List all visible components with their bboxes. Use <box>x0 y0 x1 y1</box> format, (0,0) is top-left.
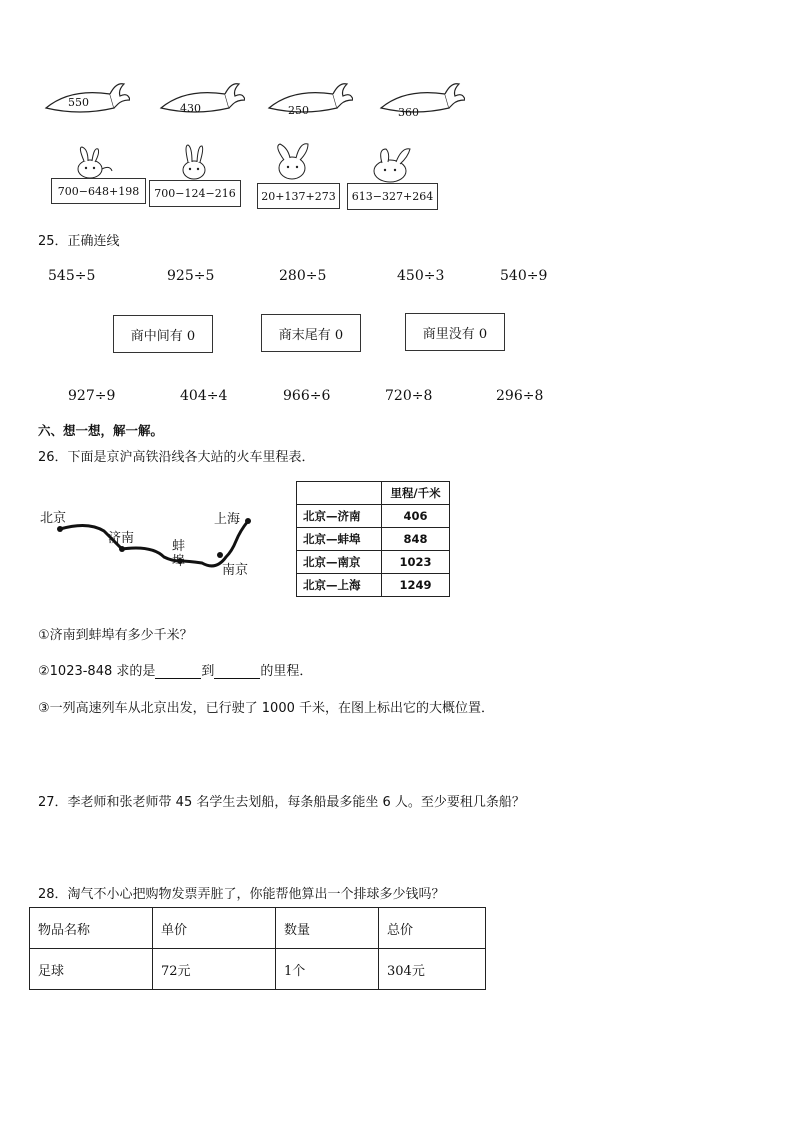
division-expression[interactable]: 966÷6 <box>283 388 331 404</box>
carrot-icon <box>155 78 245 123</box>
carrot-value: 250 <box>288 104 309 117</box>
section-heading: 六、想一想，解一解。 <box>38 423 164 438</box>
table-header-row <box>30 908 486 949</box>
table-header-row <box>297 482 450 505</box>
question-28-title: 28．淘气不小心把购物发票弄脏了，你能帮他算出一个排球多少钱吗？ <box>38 887 445 902</box>
map-label-beijing: 北京 <box>40 511 67 526</box>
question-26-part-3: ③一列高速列车从北京出发，已行驶了 1000 千米，在图上标出它的大概位置． <box>38 701 495 716</box>
question-26-part-2: ②1023-848 求的是 到 的里程． <box>38 664 313 679</box>
table-header: 里程/千米 <box>382 482 450 505</box>
table-cell: 1023 <box>382 551 450 574</box>
rabbit-expression-box: 700−648+198 <box>51 178 146 204</box>
table-header: 总价 <box>379 908 486 949</box>
table-row <box>297 574 450 597</box>
rabbit-icon <box>68 145 118 181</box>
table-cell: 北京—南京 <box>297 551 382 574</box>
rabbit-expression-box: 613−327+264 <box>347 183 438 210</box>
category-box-middle-zero[interactable]: 商中间有 0 <box>113 315 213 353</box>
division-expression[interactable]: 927÷9 <box>68 388 116 404</box>
carrot-value: 360 <box>398 106 419 119</box>
mileage-table <box>296 481 450 597</box>
rabbit-icon <box>270 140 320 182</box>
table-cell: 北京—济南 <box>297 505 382 528</box>
division-expression[interactable]: 450÷3 <box>397 268 445 284</box>
table-cell: 848 <box>382 528 450 551</box>
category-box-no-zero[interactable]: 商里没有 0 <box>405 313 505 351</box>
division-expression[interactable]: 540÷9 <box>500 268 548 284</box>
table-header: 物品名称 <box>30 908 153 949</box>
question-26-title: 26．下面是京沪高铁沿线各大站的火车里程表． <box>38 450 315 465</box>
division-expression[interactable]: 280÷5 <box>279 268 327 284</box>
division-expression[interactable]: 404÷4 <box>180 388 228 404</box>
question-25-title: 25．正确连线 <box>38 234 120 249</box>
table-cell: 304元 <box>379 949 486 990</box>
map-label-jinan: 济南 <box>108 531 135 546</box>
table-row <box>297 551 450 574</box>
map-label-bengbu-2: 埠 <box>172 554 186 569</box>
table-cell: 1249 <box>382 574 450 597</box>
map-label-bengbu-1: 蚌 <box>172 539 186 554</box>
table-cell: 足球 <box>30 949 153 990</box>
table-header: 单价 <box>153 908 276 949</box>
invoice-table <box>29 907 486 990</box>
table-row <box>297 505 450 528</box>
table-cell: 72元 <box>153 949 276 990</box>
table-cell: 1个 <box>276 949 379 990</box>
question-26-part-1: ①济南到蚌埠有多少千米？ <box>38 628 193 643</box>
carrot-value: 430 <box>180 102 201 115</box>
answer-blank[interactable] <box>155 666 201 679</box>
table-header: 数量 <box>276 908 379 949</box>
division-expression[interactable]: 720÷8 <box>385 388 433 404</box>
table-row <box>30 949 486 990</box>
division-expression[interactable]: 925÷5 <box>167 268 215 284</box>
table-row <box>297 528 450 551</box>
question-27: 27．李老师和张老师带 45 名学生去划船，每条船最多能坐 6 人。至少要租几条船？ <box>38 795 525 810</box>
map-label-shanghai: 上海 <box>214 512 241 527</box>
rabbit-expression-box: 700−124−216 <box>149 180 241 207</box>
division-expression[interactable]: 545÷5 <box>48 268 96 284</box>
rabbit-icon <box>170 143 220 181</box>
rabbit-expression-box: 20+137+273 <box>257 183 340 209</box>
table-cell: 406 <box>382 505 450 528</box>
carrot-value: 550 <box>68 96 89 109</box>
answer-blank[interactable] <box>214 666 260 679</box>
table-cell <box>297 482 382 505</box>
map-label-nanjing: 南京 <box>222 563 249 578</box>
table-cell: 北京—上海 <box>297 574 382 597</box>
rabbit-icon <box>366 143 418 185</box>
division-expression[interactable]: 296÷8 <box>496 388 544 404</box>
table-cell: 北京—蚌埠 <box>297 528 382 551</box>
category-box-end-zero[interactable]: 商末尾有 0 <box>261 314 361 352</box>
carrot-icon <box>375 78 465 123</box>
